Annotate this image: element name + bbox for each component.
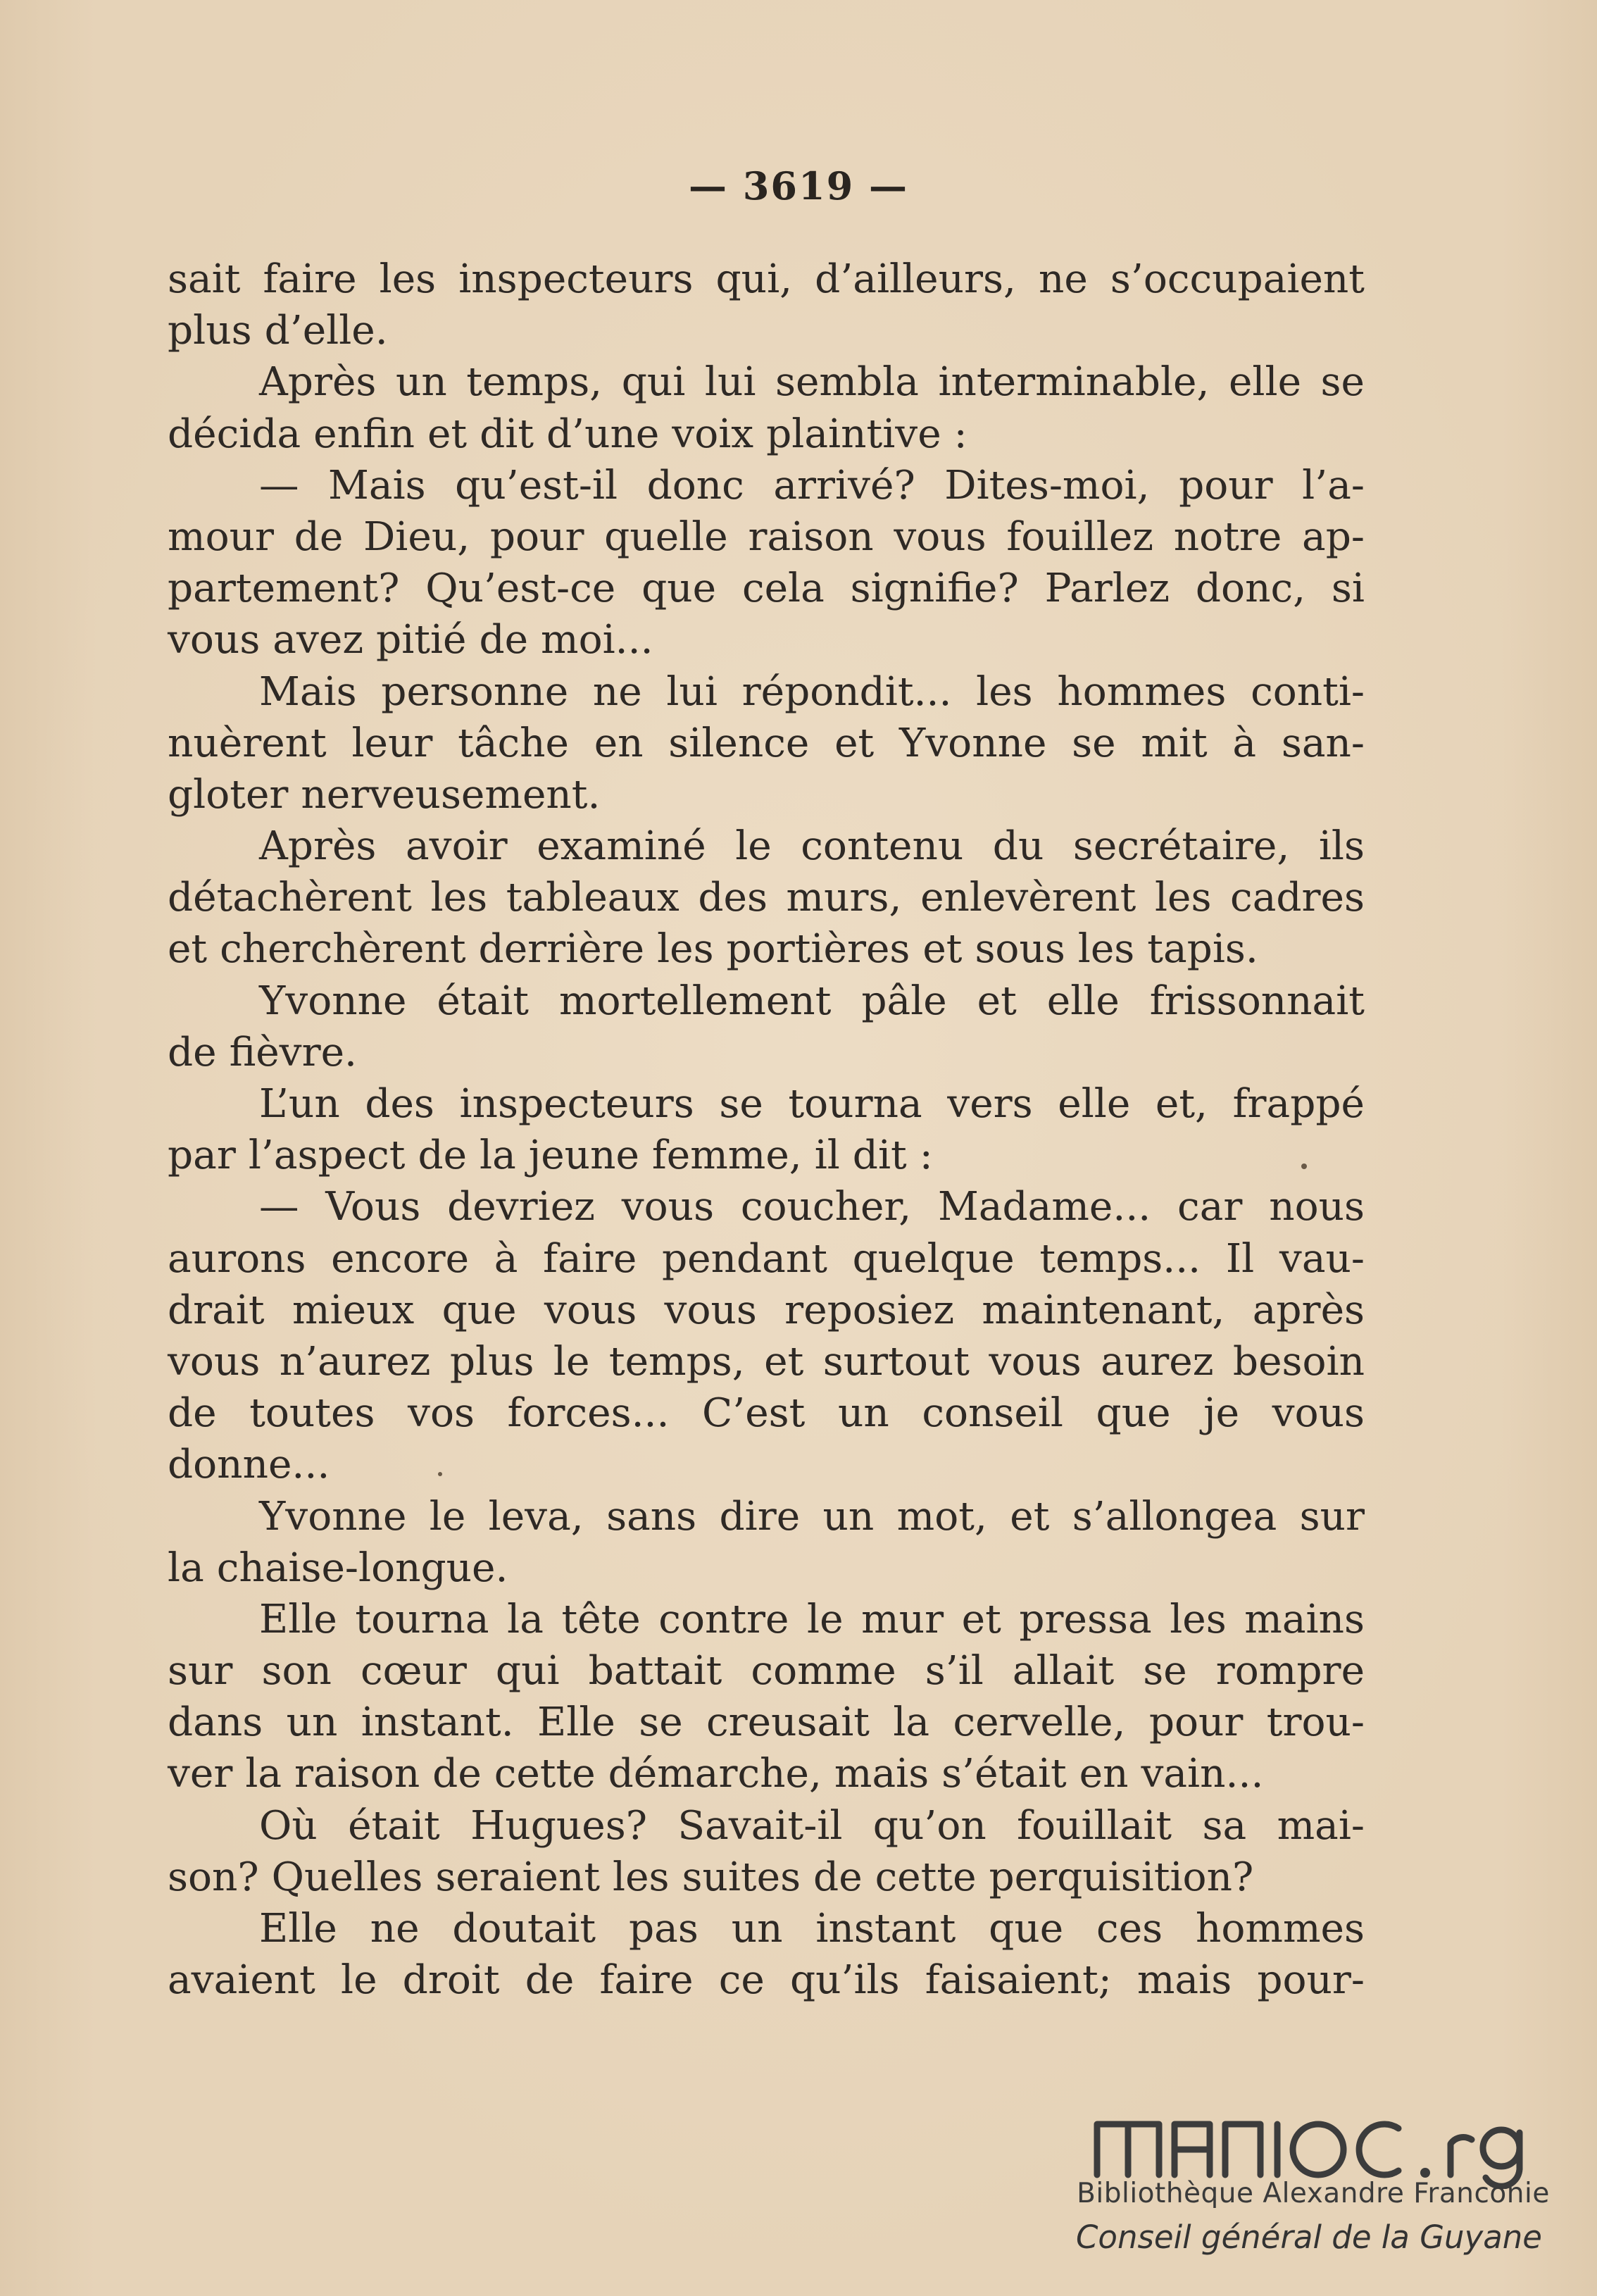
text-line: son? Quelles seraient les suites de cette perquisition? — [168, 1854, 1254, 1900]
text-line: et cherchèrent derrière les portières et sous les tapis. — [168, 926, 1258, 973]
text-line: sait faire les inspecteurs qui, d’ailleurs, ne s’occupaient — [168, 256, 1365, 302]
text-line: Elle ne doutait pas un instant que ces hommes — [259, 1906, 1365, 1952]
text-line: — Vous devriez vous coucher, Madame... car nous — [259, 1184, 1365, 1230]
text-line: Après avoir examiné le contenu du secrétaire, ils — [259, 823, 1365, 870]
text-line: donne... — [168, 1442, 330, 1488]
text-line: vous avez pitié de moi... — [168, 617, 653, 663]
text-line: Elle tourna la tête contre le mur et pressa les mains — [259, 1596, 1365, 1642]
text-line: plus d’elle. — [168, 308, 388, 354]
text-line: mour de Dieu, pour quelle raison vous fouillez notre ap- — [168, 513, 1365, 560]
manioc-logo — [1091, 2104, 1556, 2189]
text-line: gloter nerveusement. — [168, 771, 601, 818]
council-name: Conseil général de la Guyane — [1076, 2219, 1542, 2256]
text-line: drait mieux que vous vous reposiez maintenant, après — [168, 1287, 1365, 1333]
text-line: de fièvre. — [168, 1029, 358, 1075]
text-line: aurons encore à faire pendant quelque temps... Il vau- — [168, 1235, 1365, 1282]
text-line: Après un temps, qui lui sembla interminable, elle se — [259, 359, 1365, 406]
text-line: décida enfin et dit d’une voix plaintive : — [168, 411, 967, 457]
text-line: par l’aspect de la jeune femme, il dit : — [168, 1133, 933, 1179]
body-text — [168, 254, 1365, 2006]
text-line: partement? Qu’est-ce que cela signifie? Parlez donc, si — [168, 566, 1365, 612]
text-line: la chaise-longue. — [168, 1545, 508, 1591]
text-line: de toutes vos forces... C’est un conseil que je vous — [168, 1390, 1365, 1437]
text-line: Yvonne était mortellement pâle et elle frissonnait — [259, 978, 1365, 1024]
text-line: Yvonne le leva, sans dire un mot, et s’allongea sur — [259, 1493, 1365, 1540]
text-line: dans un instant. Elle se creusait la cervelle, pour trou- — [168, 1699, 1365, 1746]
text-line: Où était Hugues? Savait-il qu’on fouillait sa mai- — [259, 1802, 1365, 1849]
text-line: nuèrent leur tâche en silence et Yvonne se mit à san- — [168, 720, 1365, 766]
library-name: Bibliothèque Alexandre Franconie — [1077, 2178, 1550, 2209]
page-number: — 3619 — — [689, 163, 908, 208]
paper-speck — [1301, 1163, 1307, 1169]
paper-speck — [438, 1472, 442, 1476]
text-line: sur son cœur qui battait comme s’il allait se rompre — [168, 1648, 1365, 1695]
text-line: Mais personne ne lui répondit... les hommes conti- — [259, 668, 1365, 715]
manioc-logo-icon — [1091, 2104, 1556, 2189]
text-line: vous n’aurez plus le temps, et surtout vous aurez besoin — [168, 1338, 1365, 1385]
text-line: détachèrent les tableaux des murs, enlevèrent les cadres — [168, 875, 1365, 921]
text-line: — Mais qu’est-il donc arrivé? Dites-moi, pour l’a- — [259, 462, 1365, 509]
text-line: L’un des inspecteurs se tourna vers elle et, frappé — [259, 1081, 1365, 1127]
text-line: avaient le droit de faire ce qu’ils faisaient; mais pour- — [168, 1957, 1365, 2004]
text-line: ver la raison de cette démarche, mais s’était en vain... — [168, 1751, 1264, 1797]
